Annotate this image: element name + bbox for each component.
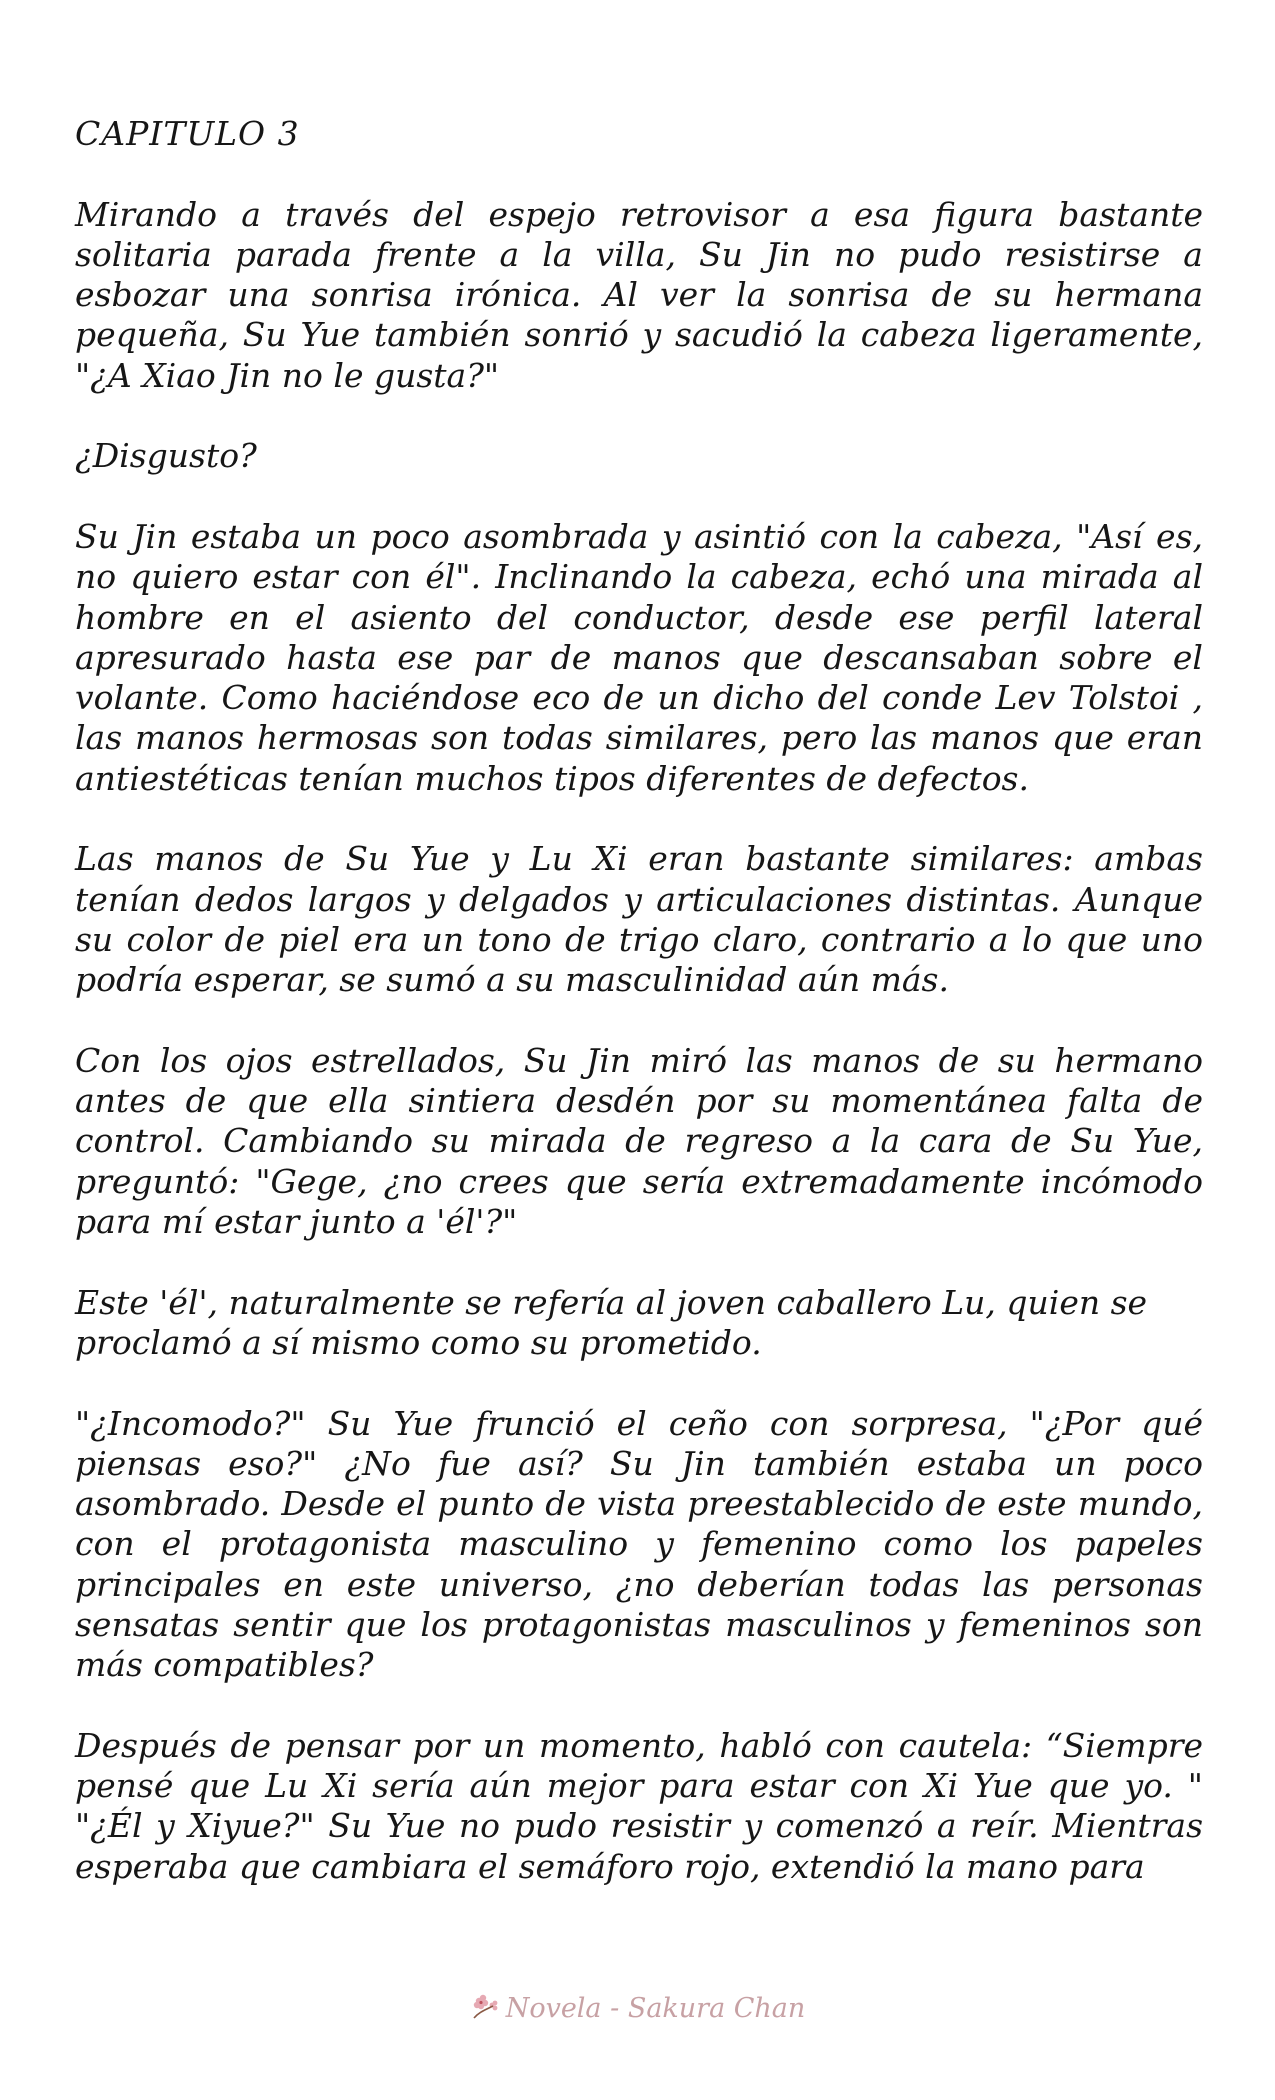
paragraph-1: Mirando a través del espejo retrovisor a esa figura bastante solitaria parada frente a la villa, Su Jin no pudo resistirse a esbozar una sonrisa irónica. Al ver la sonrisa de su hermana pequeña, Su Yue también sonrió y sacudió la cabeza ligeramente, "¿A Xiao Jin no le gusta?" (75, 194, 1203, 395)
paragraph-8: Después de pensar por un momento, habló con cautela: “Siempre pensé que Lu Xi sería aún mejor para estar con Xi Yue que yo. " "¿Él y Xiyue?" Su Yue no pudo resistir y comenzó a reír. Mientras esperaba que cambiara el semáforo rojo, extendió la mano para (75, 1725, 1203, 1886)
paragraph-6: Este 'él', naturalmente se refería al joven caballero Lu, quien se proclamó a sí mismo como su prometido. (75, 1282, 1148, 1362)
paragraph-3: Su Jin estaba un poco asombrada y asintió con la cabeza, "Así es, no quiero estar con él". Inclinando la cabeza, echó una mirada al hombre en el asiento del conductor, desde ese perfil lateral apresurado hasta ese par de manos que descansaban sobre el volante. Como haciéndose eco de un dicho del conde Lev Tolstoi , las manos hermosas son todas similares, pero las manos que eran antiestéticas tenían muchos tipos diferentes de defectos. (75, 516, 1203, 798)
paragraph-7: "¿Incomodo?" Su Yue frunció el ceño con sorpresa, "¿Por qué piensas eso?" ¿No fue así? Su Jin también estaba un poco asombrado. Desde el punto de vista preestablecido de este mundo, con el protagonista masculino y femenino como los papeles principales en este universo, ¿no deberían todas las personas sensatas sentir que los protagonistas masculinos y femeninos son más compatibles? (75, 1403, 1203, 1685)
chapter-heading: CAPITULO 3 (75, 114, 300, 153)
sakura-flower-icon (470, 1993, 500, 2021)
paragraph-4: Las manos de Su Yue y Lu Xi eran bastante similares: ambas tenían dedos largos y delgados y articulaciones distintas. Aunque su color de piel era un tono de trigo claro, contrario a lo que uno podría esperar, se sumó a su masculinidad aún más. (75, 839, 1203, 1000)
watermark-text: Novela - Sakura Chan (505, 1993, 806, 2024)
watermark (0, 1992, 1275, 2026)
paragraph-2: ¿Disgusto? (75, 436, 257, 476)
paragraph-5: Con los ojos estrellados, Su Jin miró las manos de su hermano antes de que ella sintiera desdén por su momentánea falta de control. Cambiando su mirada de regreso a la cara de Su Yue, preguntó: "Gege, ¿no crees que sería extremadamente incómodo para mí estar junto a 'él'?" (75, 1040, 1203, 1242)
chapter-body (75, 114, 1203, 1887)
